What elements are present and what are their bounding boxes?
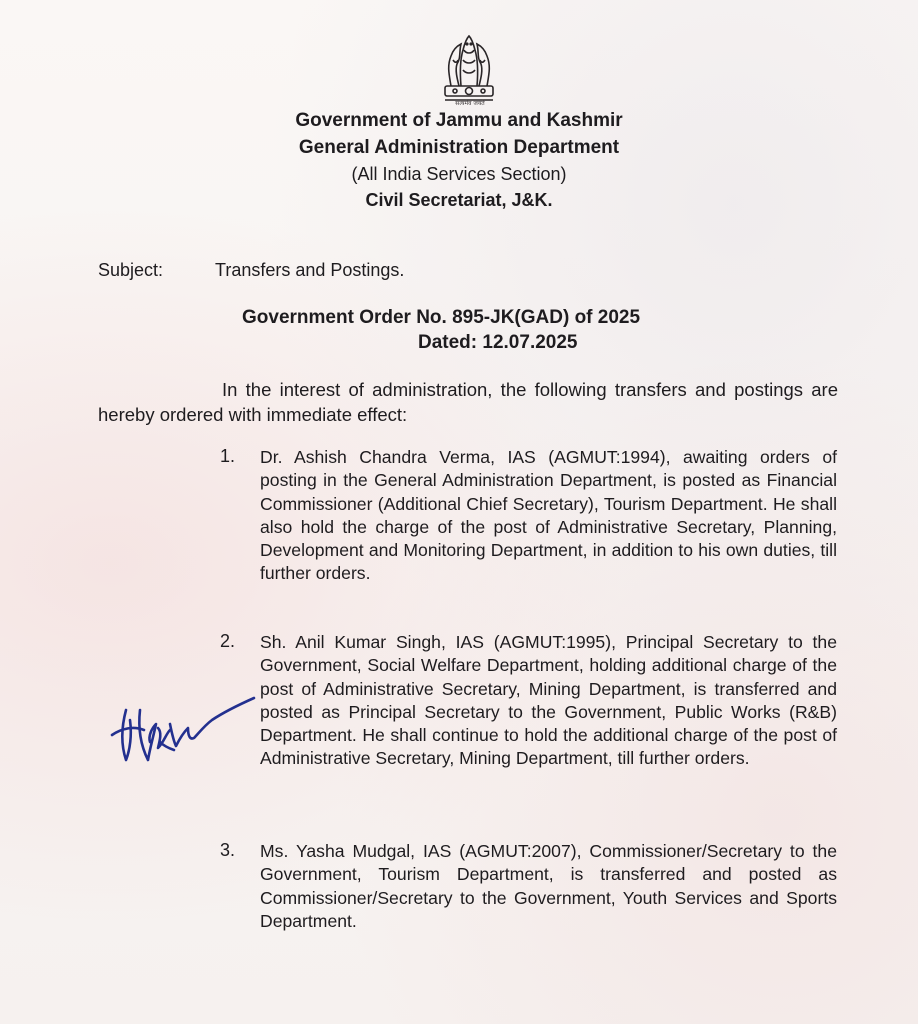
order-date: Dated: 12.07.2025 bbox=[418, 332, 578, 353]
order-number: Government Order No. 895-JK(GAD) of 2025 bbox=[242, 307, 641, 328]
header-government: Government of Jammu and Kashmir bbox=[295, 110, 623, 131]
national-emblem-icon bbox=[431, 30, 507, 110]
subject-label: Subject: bbox=[98, 260, 164, 280]
list-item-number: 1. bbox=[220, 446, 236, 466]
list-item-text: Dr. Ashish Chandra Verma, IAS (AGMUT:1994), awaiting orders of posting in the General Administration Department, is posted as Financial Commissioner (Additional Chief Secretary), Tourism Department. He shall also hold the charge of the post of Administrative Secretary, Planning, Development and Monitoring Department, in addition to his own duties, till further orders. bbox=[260, 447, 837, 584]
list-item-text: Sh. Anil Kumar Singh, IAS (AGMUT:1995), Principal Secretary to the Government, Social Welfare Department, holding additional charge of the post of Administrative Secretary, Mining Department, is transferred and posted as Principal Secretary to the Government, Public Works (R&B) Department. He shall continue to hold the additional charge of the post of Administrative Secretary, Mining Department, till further orders. bbox=[260, 632, 837, 769]
header-secretariat: Civil Secretariat, J&K. bbox=[365, 190, 553, 210]
header-department: General Administration Department bbox=[298, 137, 620, 158]
emblem-motto: सत्यमेव जयते bbox=[455, 100, 485, 107]
list-item-text: Ms. Yasha Mudgal, IAS (AGMUT:2007), Commissioner/Secretary to the Government, Tourism Department, is transferred and posted as Commissioner/Secretary to the Government, Youth Services and Sports Department. bbox=[260, 841, 837, 931]
list-item-number: 3. bbox=[220, 840, 236, 860]
header-section: (All India Services Section) bbox=[351, 164, 567, 184]
subject-text: Transfers and Postings. bbox=[215, 260, 405, 280]
list-item-number: 2. bbox=[220, 631, 236, 651]
handwritten-signature-icon bbox=[104, 680, 264, 780]
intro-paragraph: In the interest of administration, the following transfers and postings are hereby ordered with immediate effect: bbox=[98, 379, 838, 425]
